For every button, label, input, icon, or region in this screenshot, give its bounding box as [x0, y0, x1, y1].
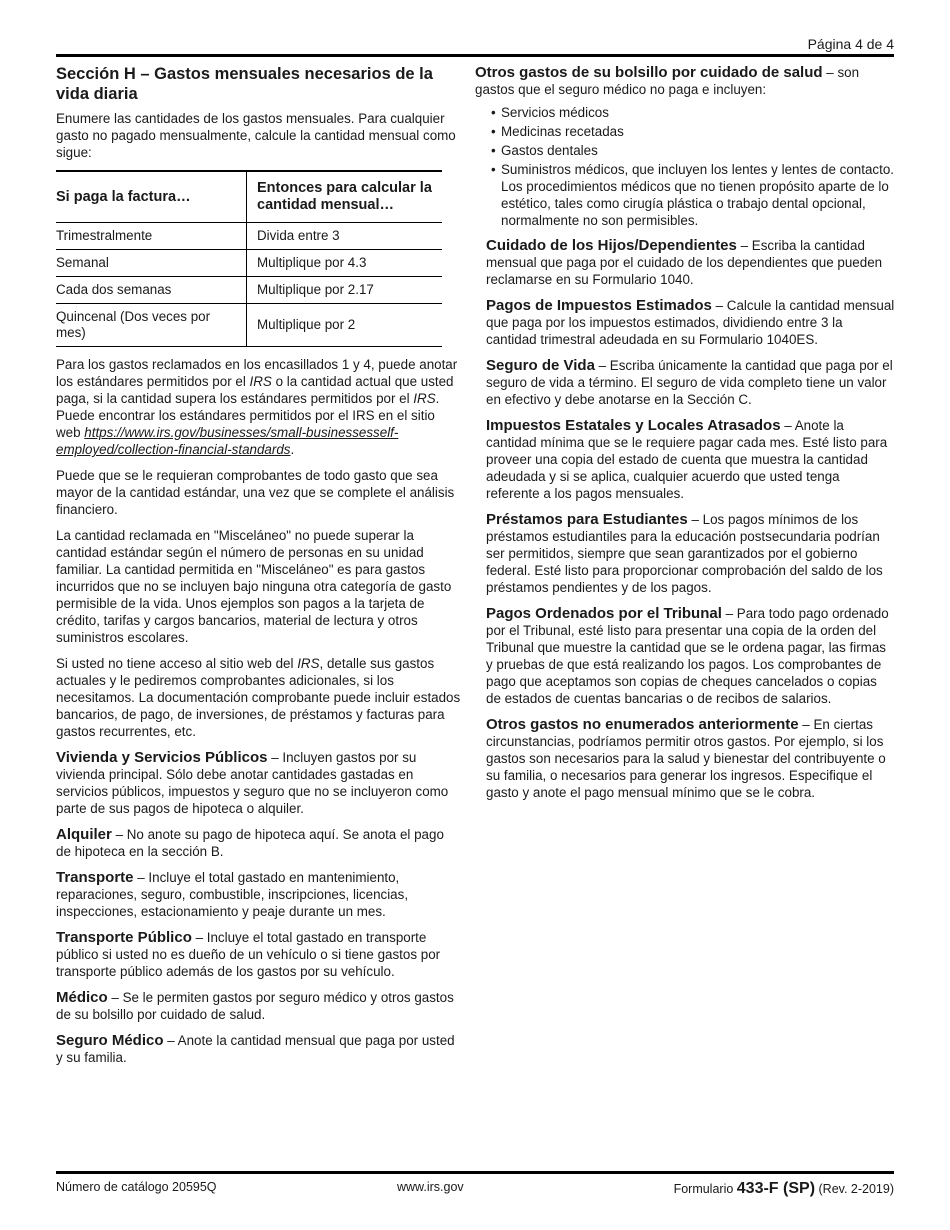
misc-paragraph: La cantidad reclamada en "Misceláneo" no puede superar la cantidad estándar según el número de personas en su unidad familiar. La cantidad permitida en "Misceláneo" es para gastos incurridos que no se incluyen bajo ninguna otra categoría de gasto permisible de la vida. Unos ejemplos son pagos a la tarjeta de crédito, tarifas y cargos bancarios, material de lectura y otros suministros escolares.: [56, 528, 452, 645]
table-cell: Trimestralmente: [56, 223, 247, 250]
right-column: [475, 64, 895, 810]
frequency-table: [56, 170, 442, 347]
item-medical: Médico – Se le permiten gastos por seguro médico y otros gastos de su bolsillo por cuidado de salud.: [56, 989, 454, 1022]
table-cell: Multiplique por 4.3: [247, 250, 443, 277]
table-row: [56, 277, 442, 304]
website-link[interactable]: www.irs.gov: [397, 1180, 464, 1194]
item-public-transport: Transporte Público – Incluye el total gastado en transporte público si usted no es dueño de un vehículo o si tiene gastos por transporte público además de los gastos por su vehículo.: [56, 929, 441, 979]
section-title: Sección H – Gastos mensuales necesarios de la vida diaria: [56, 65, 433, 103]
table-cell: Multiplique por 2.17: [247, 277, 443, 304]
item-transport: Transporte – Incluye el total gastado en mantenimiento, reparaciones, seguro, combustible, inscripciones, licencias, inspecciones, estacionamiento y peaje durante un mes.: [56, 869, 409, 919]
no-access-paragraph: Si usted no tiene acceso al sitio web del IRS, detalle sus gastos actuales y le pediremos comprobantes adicionales, si los necesitamos. La documentación comprobante puede incluir estados bancarios, de pago, de inversiones, de préstamos y facturas para gastos recurrentes, etc.: [56, 656, 461, 739]
table-cell: Quincenal (Dos veces por mes): [56, 304, 247, 347]
item-housing: Vivienda y Servicios Públicos – Incluyen gastos por su vivienda principal. Sólo debe anotar cantidades gastadas en servicios públicos, impuestos y seguro que no se incluyeron como parte de sus pagos de hipoteca o alquiler.: [56, 749, 449, 816]
item-child-care: Cuidado de los Hijos/Dependientes – Escriba la cantidad mensual que paga por el cuidado de los dependientes que pueden reclamarse en su Formulario 1040.: [486, 237, 883, 287]
page-number: Página 4 de 4: [807, 36, 894, 52]
form-identifier: Formulario 433-F (SP) (Rev. 2-2019): [673, 1180, 894, 1197]
bottom-rule: [56, 1171, 894, 1174]
table-header-calculation: Entonces para calcular la cantidad mensual…: [247, 171, 443, 223]
catalog-number: Número de catálogo 20595Q: [56, 1180, 217, 1194]
table-cell: Cada dos semanas: [56, 277, 247, 304]
standards-link[interactable]: https://www.irs.gov/businesses/small-businessesself-employed/collection-financial-standards: [56, 425, 399, 457]
item-delinquent-taxes: Impuestos Estatales y Locales Atrasados – Anote la cantidad mínima que se le requiere pagar cada mes. Esté listo para proveer una copia del estado de cuenta que muestra la cantidad adeudada y si se aplica, cualquier acuerdo que usted tenga referente a los pagos mensuales.: [486, 417, 888, 501]
table-row: [56, 304, 442, 347]
item-student-loans: Préstamos para Estudiantes – Los pagos mínimos de los préstamos estudiantiles para la educación postsecundaria podrían ser permitidos, siempre que sean garantizados por el gobierno federal. Esté listo para proporcionar comprobación del saldo de los préstamos pendientes y de los pagos.: [486, 511, 883, 595]
left-column: [56, 64, 462, 1075]
list-item: • Servicios médicos: [491, 104, 895, 121]
item-life-insurance: Seguro de Vida – Escriba únicamente la cantidad que paga por el seguro de vida a término. El seguro de vida completo tiene un valor en efectivo y debe anotarse en la Sección C.: [486, 357, 893, 407]
table-cell: Divida entre 3: [247, 223, 443, 250]
intro-paragraph: Enumere las cantidades de los gastos mensuales. Para cualquier gasto no pagado mensualmente, calcule la cantidad mensual como sigue:: [56, 111, 456, 160]
item-court-ordered: Pagos Ordenados por el Tribunal – Para todo pago ordenado por el Tribunal, esté listo para presentar una copia de la orden del Tribunal que muestre la cantidad que se le ordena pagar, las firmas y pruebas de que está realizando los pagos. Los comprobantes de pago que aceptamos son copias de cheques cancelados o copias de estados de cuentas bancarias o de recibos de salarios.: [486, 605, 889, 706]
top-rule: [56, 54, 894, 57]
item-estimated-tax: Pagos de Impuestos Estimados – Calcule la cantidad mensual que paga por los impuestos estimados, dividiendo entre 3 la cantidad trimestral adeudada en su Formulario 1040ES.: [486, 297, 895, 347]
table-header-frequency: Si paga la factura…: [56, 171, 247, 223]
list-item: • Gastos dentales: [491, 142, 895, 159]
health-expenses-intro: Otros gastos de su bolsillo por cuidado de salud – son gastos que el seguro médico no paga e incluyen:: [475, 64, 860, 97]
item-other-expenses: Otros gastos no enumerados anteriormente – En ciertas circunstancias, podríamos permitir otros gastos. Por ejemplo, si los gastos son necesarios para la salud y bienestar del contribuyente o su familia, o necesarios para generar los ingresos. Especifique el gasto y anote el pago mensual mínimo que se le cobra.: [486, 716, 886, 800]
proof-paragraph: Puede que se le requieran comprobantes de todo gasto que sea mayor de la cantidad estándar, una vez que se complete el análisis financiero.: [56, 468, 455, 517]
table-cell: Multiplique por 2: [247, 304, 443, 347]
list-item: • Medicinas recetadas: [491, 123, 895, 140]
table-row: [56, 223, 442, 250]
standards-paragraph: Para los gastos reclamados en los encasillados 1 y 4, puede anotar los estándares permitidos por el IRS o la cantidad actual que usted paga, si la cantidad supera los estándares permitidos por el IRS. Puede encontrar los estándares permitidos por el IRS en el sitio web https://www.irs.gov/businesses/small-businessesself-employed/collection-financial-standards.: [56, 357, 458, 457]
list-item: • Suministros médicos, que incluyen los lentes y lentes de contacto. Los procedimientos médicos que no tienen propósito aparte de lo estético, tales como cirugía plástica o trabajo dental opcional, normalmente no son permisibles.: [491, 161, 895, 229]
table-row: [56, 250, 442, 277]
item-rent: Alquiler – No anote su pago de hipoteca aquí. Se anota el pago de hipoteca en la sección B.: [56, 826, 444, 859]
item-health-insurance: Seguro Médico – Anote la cantidad mensual que paga por usted y su familia.: [56, 1032, 455, 1065]
health-expenses-list: [475, 104, 895, 229]
table-cell: Semanal: [56, 250, 247, 277]
